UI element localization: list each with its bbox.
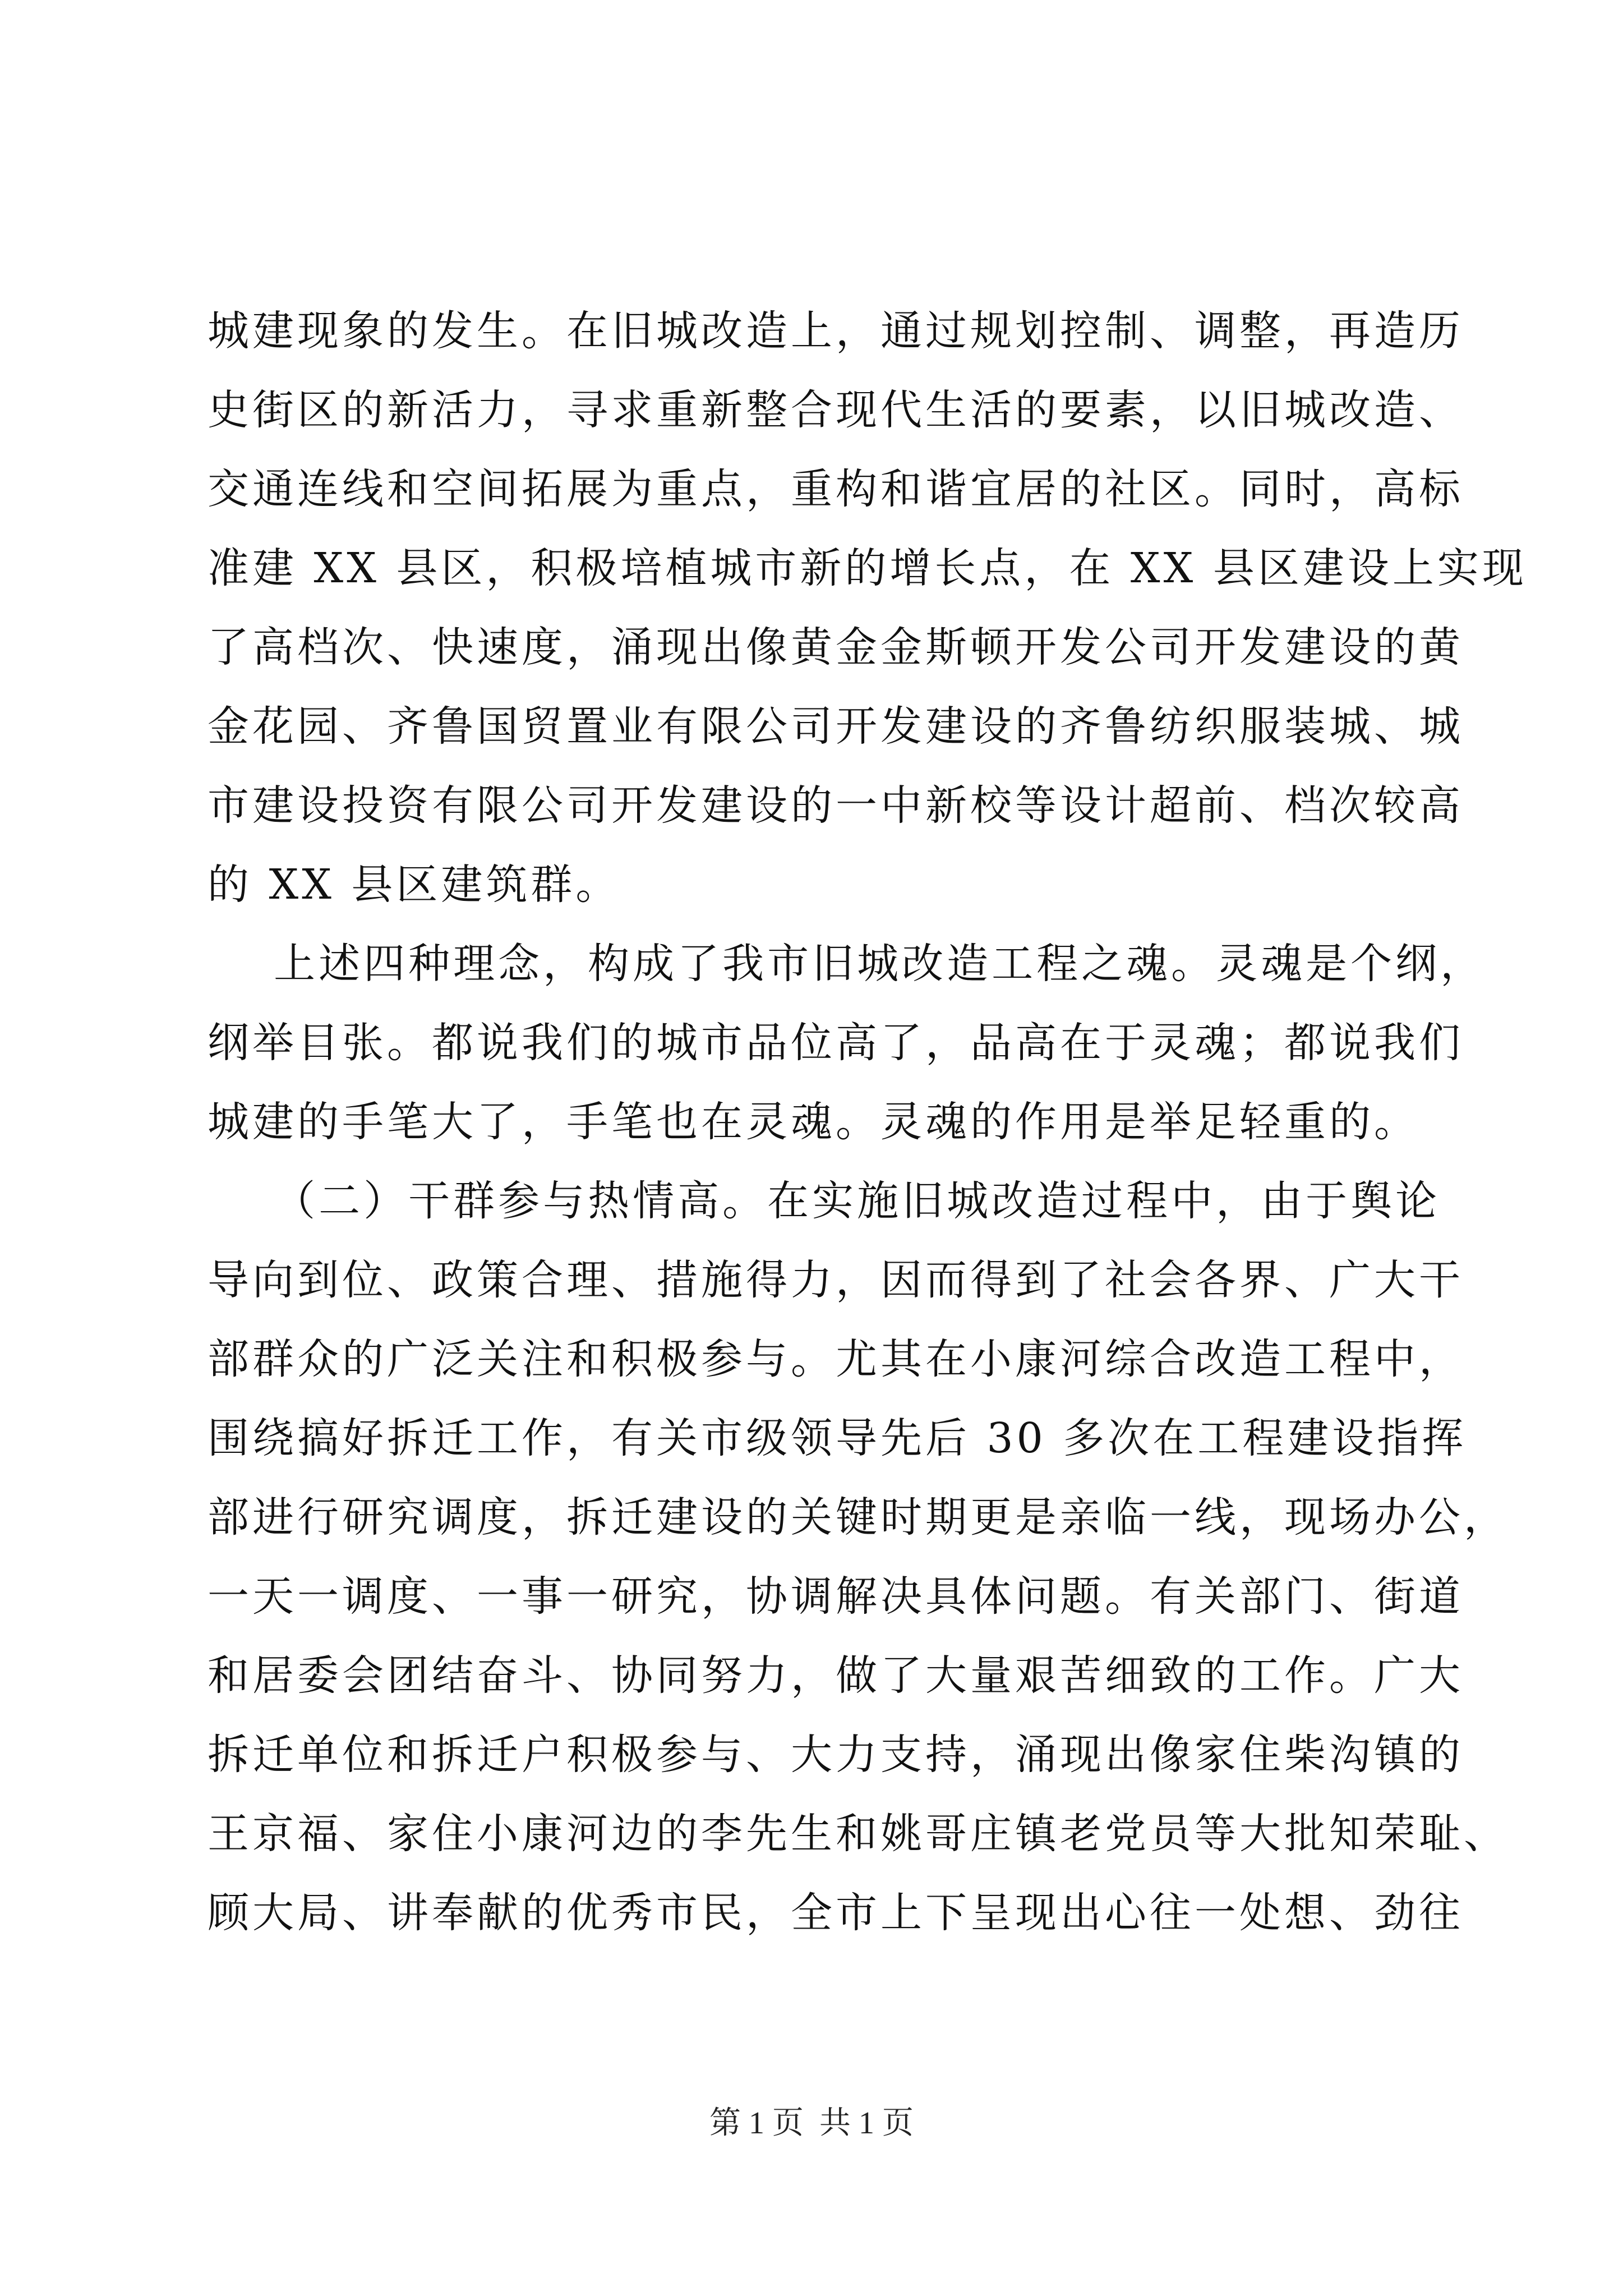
text-line: 一天一调度、一事一研究，协调解决具体问题。有关部门、街道 xyxy=(208,1572,1464,1621)
text-line: 金花园、齐鲁国贸置业有限公司开发建设的齐鲁纺织服装城、城 xyxy=(208,702,1464,751)
text-line: 部进行研究调度，拆迁建设的关键时期更是亲临一线，现场办公， xyxy=(208,1493,1509,1542)
text-line: 和居委会团结奋斗、协同努力，做了大量艰苦细致的工作。广大 xyxy=(208,1651,1464,1700)
text-line: 市建设投资有限公司开发建设的一中新校等设计超前、档次较高 xyxy=(208,781,1464,830)
text-line: 纲举目张。都说我们的城市品位高了，品高在于灵魂；都说我们 xyxy=(208,1019,1464,1067)
page-footer: 第 1 页 共 1 页 xyxy=(709,2106,914,2141)
paragraph-start-line: 上述四种理念，构成了我市旧城改造工程之魂。灵魂是个纲， xyxy=(208,940,1486,988)
text-line: 的 XX 县区建筑群。 xyxy=(208,861,621,909)
text-line: 史街区的新活力，寻求重新整合现代生活的要素，以旧城改造、 xyxy=(208,386,1464,434)
text-line: 了高档次、快速度，涌现出像黄金金斯顿开发公司开发建设的黄 xyxy=(208,623,1464,671)
text-line: 城建现象的发生。在旧城改造上，通过规划控制、调整，再造历 xyxy=(208,307,1464,355)
text-line: 交通连线和空间拓展为重点，重构和谐宜居的社区。同时，高标 xyxy=(208,465,1464,513)
text-line: 顾大局、讲奉献的优秀市民，全市上下呈现出心往一处想、劲往 xyxy=(208,1889,1464,1937)
text-line: 导向到位、政策合理、措施得力，因而得到了社会各界、广大干 xyxy=(208,1256,1464,1304)
text-line: 准建 XX 县区，积极培植城市新的增长点，在 XX 县区建设上实现 xyxy=(208,544,1527,592)
text-line: 王京福、家住小康河边的李先生和姚哥庄镇老党员等大批知荣耻、 xyxy=(208,1810,1509,1858)
text-line: 部群众的广泛关注和积极参与。尤其在小康河综合改造工程中， xyxy=(208,1335,1464,1383)
text-line: 围绕搞好拆迁工作，有关市级领导先后 30 多次在工程建设指挥 xyxy=(208,1414,1467,1462)
paragraph-start-line: （二）干群参与热情高。在实施旧城改造过程中，由于舆论 xyxy=(208,1177,1441,1225)
text-line: 城建的手笔大了，手笔也在灵魂。灵魂的作用是举足轻重的。 xyxy=(208,1098,1419,1146)
document-body xyxy=(208,292,1527,1953)
text-line: 拆迁单位和拆迁户积极参与、大力支持，涌现出像家住柴沟镇的 xyxy=(208,1731,1464,1779)
